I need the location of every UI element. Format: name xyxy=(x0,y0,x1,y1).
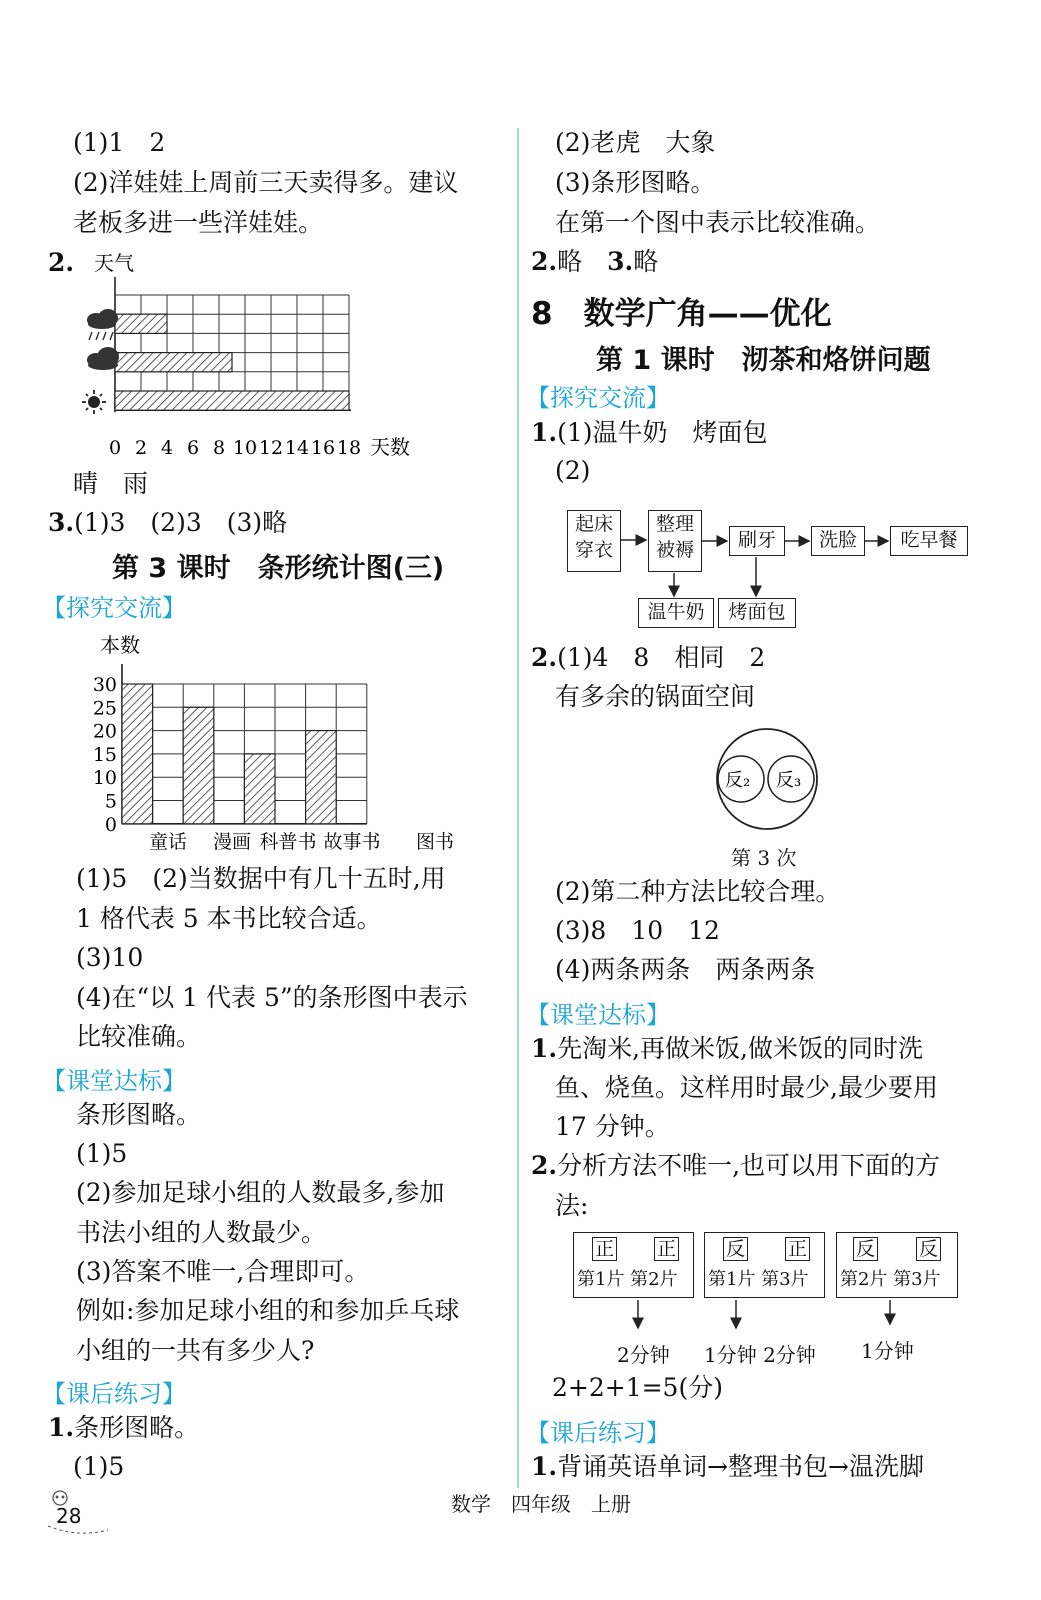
pan-diagram xyxy=(710,725,825,835)
answer-text: (1)3 (2)3 (3)略 xyxy=(74,508,288,537)
answer-line: (2)老虎 大象 xyxy=(555,128,716,157)
answer-text: 略 xyxy=(557,247,583,276)
answer-line: 在第一个图中表示比较准确。 xyxy=(555,208,881,237)
pan-arrows xyxy=(600,1298,920,1338)
answer-line: (1)5 xyxy=(73,1452,125,1481)
answer-text: (1)4 8 相同 2 xyxy=(557,643,766,672)
answer-line xyxy=(531,1452,924,1482)
answer-line: 书法小组的人数最少。 xyxy=(76,1218,327,1247)
sun-icon xyxy=(82,390,106,414)
answer-line: 法: xyxy=(555,1191,589,1220)
answer-line: (3)10 xyxy=(76,943,144,972)
weather-tick-label: 4 xyxy=(160,437,174,459)
page-number: 28 xyxy=(56,1504,82,1528)
weather-tick-label: 0 xyxy=(108,437,122,459)
answer-line: 17 分钟。 xyxy=(555,1112,670,1141)
answer-line: 有多余的锅面空间 xyxy=(555,682,756,711)
question-number: 3. xyxy=(48,508,75,537)
flow-node-breakfast: 吃早餐 xyxy=(890,526,968,556)
weather-tick-label: 14 xyxy=(284,437,310,459)
answer-line: 晴 雨 xyxy=(73,469,149,498)
question-number: 1. xyxy=(531,1034,558,1063)
flow-node-brush: 刷牙 xyxy=(729,526,785,556)
book-category-label: 童话 xyxy=(148,831,188,853)
book-tick-label: 20 xyxy=(92,720,117,743)
book-category-label: 科普书 xyxy=(259,831,317,853)
section-tag: 【课后练习】 xyxy=(42,1380,186,1408)
pan-box: 正 正 第1片 第2片 xyxy=(573,1232,694,1298)
book-category-label: 漫画 xyxy=(212,831,252,853)
question-number: 3. xyxy=(607,247,634,276)
answer-text: 条形图略。 xyxy=(74,1413,200,1442)
book-category-label: 图书 xyxy=(415,831,455,853)
answer-text: 先淘米,再做米饭,做米饭的同时洗 xyxy=(557,1034,924,1063)
book-bar xyxy=(306,731,337,824)
book-tick-label: 10 xyxy=(92,767,117,790)
answer-line: 鱼、烧鱼。这样用时最少,最少要用 xyxy=(555,1073,938,1102)
answer-line: 条形图略。 xyxy=(76,1100,202,1129)
weather-tick-label: 16 xyxy=(310,437,336,459)
owl-icon xyxy=(38,1488,118,1538)
question-number: 1. xyxy=(48,1413,75,1442)
weather-bar xyxy=(115,353,232,372)
section-tag: 【探究交流】 xyxy=(42,594,186,622)
answer-line: 小组的一共有多少人? xyxy=(76,1336,315,1365)
pan-time: 2分钟 xyxy=(617,1343,670,1367)
question-number: 2. xyxy=(531,247,558,276)
answer-line: (2) xyxy=(555,456,591,485)
section-tag: 【课堂达标】 xyxy=(42,1067,186,1095)
pan-label: 反₂ xyxy=(725,770,751,791)
answer-line: 比较准确。 xyxy=(76,1022,202,1051)
answer-line: (4)两条两条 两条两条 xyxy=(555,955,816,984)
book-tick-label: 0 xyxy=(104,813,117,836)
weather-tick-label: 6 xyxy=(186,437,200,459)
pan-label: 反₃ xyxy=(776,770,802,791)
book-tick-label: 15 xyxy=(92,743,117,766)
weather-tick-label: 18 xyxy=(336,437,362,459)
answer-line: (1)1 2 xyxy=(73,128,166,157)
book-ylabel: 本数 xyxy=(100,633,140,657)
book-tick-label: 25 xyxy=(92,697,117,720)
section-tag: 【探究交流】 xyxy=(526,384,670,412)
answer-text: 背诵英语单词→整理书包→温洗脚 xyxy=(557,1452,925,1481)
answer-line xyxy=(531,1151,940,1181)
question-number: 2. xyxy=(531,1151,558,1180)
weather-bar-chart xyxy=(60,250,420,465)
answer-line: (2)第二种方法比较合理。 xyxy=(555,877,841,906)
pan-box: 反 反 第2片 第3片 xyxy=(836,1232,958,1298)
unit-title: 8 数学广角——优化 xyxy=(531,296,832,332)
answer-line xyxy=(48,1413,199,1443)
answer-line: 1 格代表 5 本书比较合适。 xyxy=(76,904,382,933)
answer-line: (2)洋娃娃上周前三天卖得多。建议 xyxy=(73,168,459,197)
question-number: 2. xyxy=(48,248,75,277)
lesson-title: 第 3 课时 条形统计图(三) xyxy=(112,553,445,584)
weather-bar xyxy=(115,314,167,333)
flow-node-wash: 洗脸 xyxy=(811,526,865,556)
book-tick-label: 5 xyxy=(104,790,117,813)
section-tag: 【课堂达标】 xyxy=(526,1001,670,1029)
section-tag: 【课后练习】 xyxy=(526,1419,670,1447)
lesson-title: 第 1 课时 沏茶和烙饼问题 xyxy=(596,345,931,376)
pan-time: 1分钟 2分钟 xyxy=(704,1343,816,1367)
question-number: 2. xyxy=(531,643,558,672)
book-bar xyxy=(244,754,275,824)
flow-node-bed: 整理 被褥 xyxy=(648,510,702,572)
answer-text: 略 xyxy=(633,247,659,276)
book-tick-label: 30 xyxy=(92,674,117,696)
answer-line: (3)条形图略。 xyxy=(555,168,716,197)
answer-line xyxy=(48,508,287,538)
answer-line: 老板多进一些洋娃娃。 xyxy=(73,208,324,237)
answer-line: 例如:参加足球小组的和参加乒乓球 xyxy=(76,1296,460,1325)
flow-node-bread: 烤面包 xyxy=(718,598,796,628)
pan-box: 反 正 第1片 第3片 xyxy=(704,1232,825,1298)
weather-bar xyxy=(115,391,349,410)
cloud-icon xyxy=(87,347,119,370)
answer-line: 2+2+1=5(分) xyxy=(552,1373,723,1402)
flow-node-getup: 起床 穿衣 xyxy=(567,510,621,572)
pan-time: 1分钟 xyxy=(861,1339,914,1363)
weather-ylabel: 天气 xyxy=(94,251,134,275)
answer-line: (3)8 10 12 xyxy=(555,916,720,945)
answer-line: (3)答案不唯一,合理即可。 xyxy=(76,1257,370,1286)
column-divider xyxy=(517,128,519,1488)
book-category-label: 故事书 xyxy=(323,831,381,853)
flow-node-milk: 温牛奶 xyxy=(638,598,714,628)
answer-text: (1)温牛奶 烤面包 xyxy=(557,418,768,447)
book-bar xyxy=(122,684,153,824)
weather-tick-label: 12 xyxy=(258,437,284,459)
book-bar-chart xyxy=(80,630,480,860)
question-number: 1. xyxy=(531,1452,558,1481)
answer-line xyxy=(531,247,658,277)
weather-xlabel: 天数 xyxy=(370,435,410,459)
answer-line: (1)5 (2)当数据中有几十五时,用 xyxy=(76,864,446,893)
answer-line: (2)参加足球小组的人数最多,参加 xyxy=(76,1178,445,1207)
pan-caption: 第 3 次 xyxy=(731,846,797,870)
weather-tick-label: 2 xyxy=(134,437,148,459)
answer-line xyxy=(531,1034,923,1064)
rain-icon xyxy=(87,309,118,340)
answer-line xyxy=(531,643,765,673)
question-number: 1. xyxy=(531,418,558,447)
book-footer-title: 数学 四年级 上册 xyxy=(451,1492,631,1516)
answer-line: (4)在“以 1 代表 5”的条形图中表示 xyxy=(76,983,468,1012)
answer-text: 分析方法不唯一,也可以用下面的方 xyxy=(557,1151,941,1180)
answer-line: (1)5 xyxy=(76,1139,128,1168)
weather-tick-label: 10 xyxy=(232,437,258,459)
answer-line xyxy=(531,418,768,448)
book-bar xyxy=(183,707,214,824)
flow-arrows xyxy=(618,505,898,605)
weather-tick-label: 8 xyxy=(212,437,226,459)
